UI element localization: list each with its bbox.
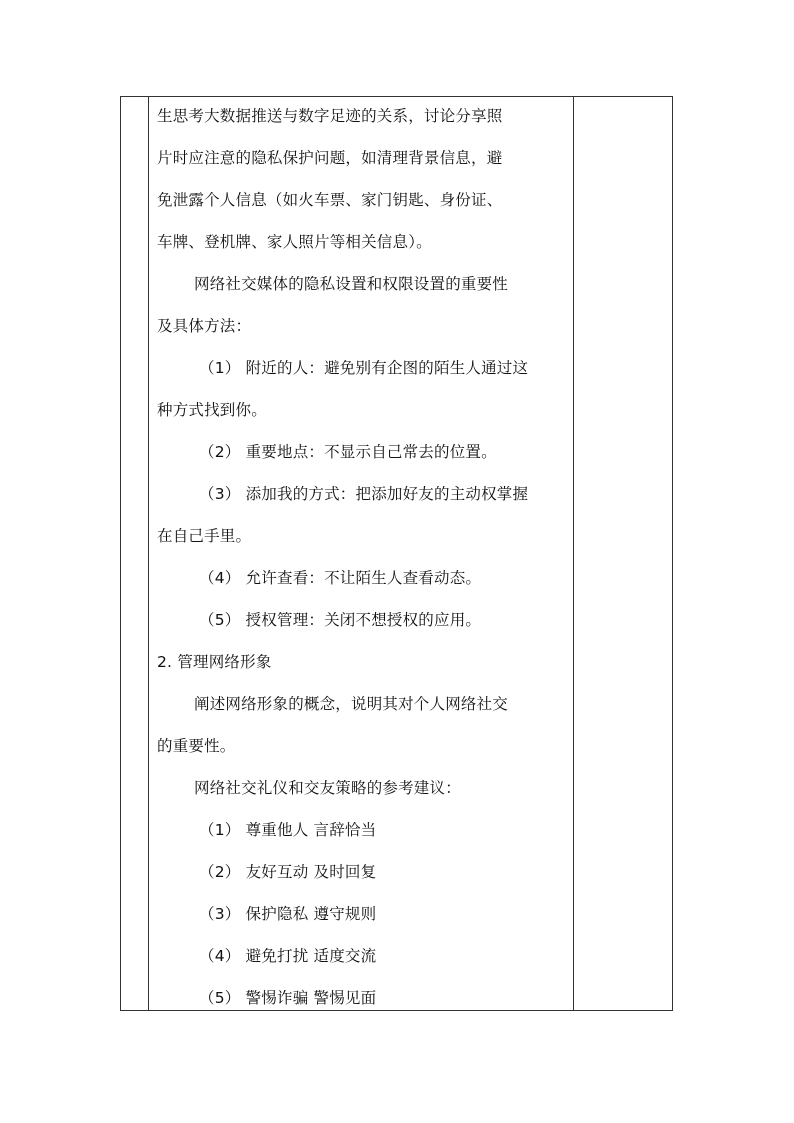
paragraph-line: 网络社交礼仪和交友策略的参考建议： (194, 779, 461, 797)
tip-item: （5） 警惕诈骗 警惕见面 (199, 989, 377, 1007)
list-item: （2） 重要地点：不显示自己常去的位置。 (199, 443, 497, 461)
paragraph-line: 的重要性。 (157, 737, 236, 755)
list-item: （5） 授权管理：关闭不想授权的应用。 (199, 611, 482, 629)
tip-item: （3） 保护隐私 遵守规则 (199, 905, 377, 923)
paragraph-line: 及具体方法： (157, 317, 252, 335)
tip-item: （1） 尊重他人 言辞恰当 (199, 821, 377, 839)
table-column-divider-left (148, 97, 149, 1010)
paragraph-line: 阐述网络形象的概念，说明其对个人网络社交 (194, 695, 509, 713)
list-item: （4） 允许查看：不让陌生人查看动态。 (199, 569, 482, 587)
list-item: （1） 附近的人：避免别有企图的陌生人通过这 (199, 359, 529, 377)
list-item-continuation: 种方式找到你。 (157, 401, 267, 419)
list-item-continuation: 在自己手里。 (157, 527, 252, 545)
paragraph-line: 车牌、登机牌、家人照片等相关信息）。 (157, 233, 432, 251)
section-heading: 2. 管理网络形象 (157, 653, 272, 671)
list-item: （3） 添加我的方式：把添加好友的主动权掌握 (199, 485, 529, 503)
tip-item: （4） 避免打扰 适度交流 (199, 947, 377, 965)
paragraph-line: 网络社交媒体的隐私设置和权限设置的重要性 (194, 275, 509, 293)
paragraph-line: 片时应注意的隐私保护问题，如清理背景信息，避 (157, 149, 503, 167)
table-column-divider-right (573, 97, 574, 1010)
paragraph-line: 免泄露个人信息（如火车票、家门钥匙、身份证、 (157, 191, 503, 209)
paragraph-line: 生思考大数据推送与数字足迹的关系，讨论分享照 (157, 107, 503, 125)
tip-item: （2） 友好互动 及时回复 (199, 863, 377, 881)
